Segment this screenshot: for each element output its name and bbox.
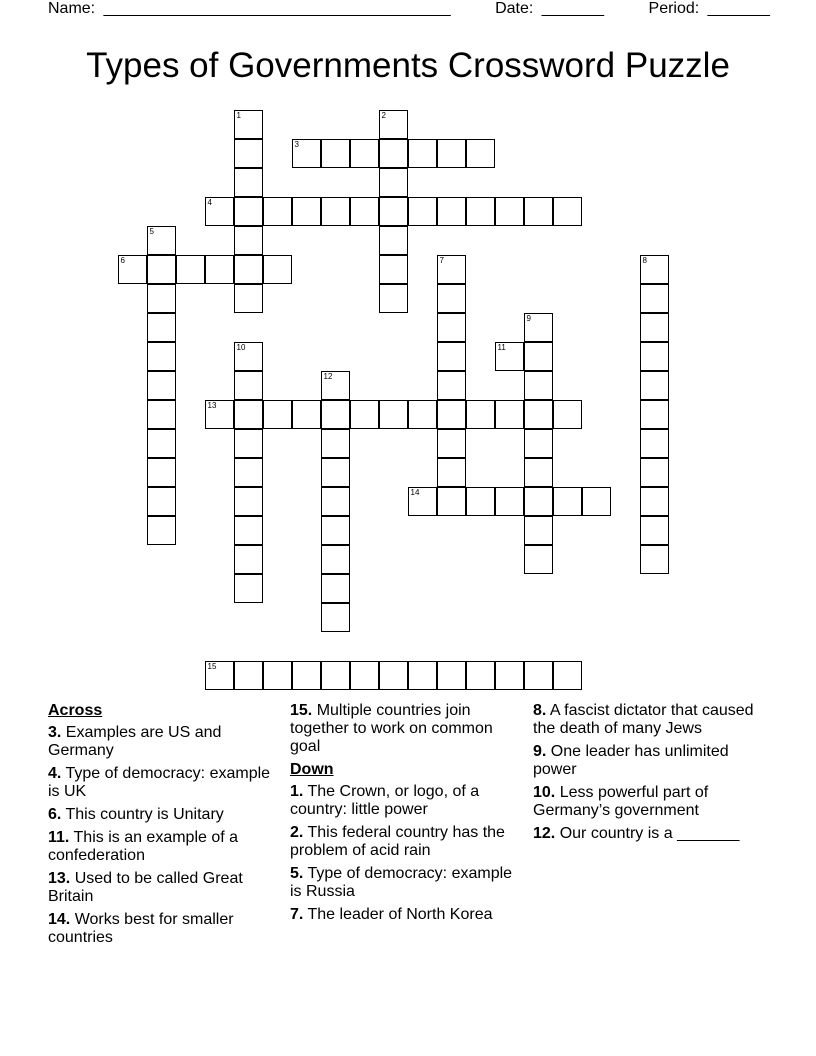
grid-cell[interactable] — [640, 516, 669, 545]
grid-cell[interactable] — [205, 255, 234, 284]
grid-cell[interactable] — [263, 400, 292, 429]
name-label: Name: — [48, 0, 100, 17]
grid-cell[interactable] — [234, 400, 263, 429]
grid-cell[interactable] — [553, 661, 582, 690]
clue-across-11: 11. This is an example of a confederation — [48, 829, 239, 864]
clue-down-9: 9. One leader has unlimited power — [533, 743, 729, 778]
grid-cell[interactable] — [408, 487, 437, 516]
grid-cell[interactable] — [292, 197, 321, 226]
grid-cell[interactable] — [292, 661, 321, 690]
grid-cell[interactable] — [408, 139, 437, 168]
clue-down-5: 5. Type of democracy: example is Russia — [290, 865, 513, 900]
clue-down-2: 2. This federal country has the problem of acid rain — [290, 824, 505, 859]
cell-number: 1 — [236, 111, 241, 120]
grid-cell[interactable] — [321, 371, 350, 400]
grid-cell[interactable] — [437, 197, 466, 226]
grid-cell[interactable] — [437, 139, 466, 168]
grid-cell[interactable] — [234, 139, 263, 168]
grid-cell[interactable] — [321, 429, 350, 458]
clue-across-3: 3. Examples are US and Germany — [48, 724, 222, 759]
grid-cell[interactable] — [321, 574, 350, 603]
clues-column-3 — [533, 702, 763, 848]
grid-cell[interactable] — [524, 313, 553, 342]
clues-column-2 — [290, 702, 526, 929]
grid-cell[interactable] — [466, 197, 495, 226]
grid-cell[interactable] — [437, 458, 466, 487]
grid-cell[interactable] — [234, 342, 263, 371]
grid-cell[interactable] — [379, 400, 408, 429]
grid-cell[interactable] — [205, 197, 234, 226]
grid-cell[interactable] — [524, 342, 553, 371]
grid-cell[interactable] — [640, 255, 669, 284]
grid-cell[interactable] — [495, 197, 524, 226]
clue-down-1: 1. The Crown, or logo, of a country: little power — [290, 783, 480, 818]
grid-cell[interactable] — [263, 661, 292, 690]
grid-cell[interactable] — [147, 226, 176, 255]
grid-cell[interactable] — [234, 284, 263, 313]
cell-number: 8 — [642, 256, 647, 265]
grid-cell[interactable] — [263, 197, 292, 226]
grid-cell[interactable] — [582, 487, 611, 516]
grid-cell[interactable] — [234, 661, 263, 690]
grid-cell[interactable] — [379, 168, 408, 197]
grid-cell[interactable] — [437, 487, 466, 516]
cell-number: 5 — [149, 227, 154, 236]
grid-cell[interactable] — [147, 371, 176, 400]
grid-cell[interactable] — [321, 139, 350, 168]
grid-cell[interactable] — [640, 458, 669, 487]
grid-cell[interactable] — [466, 400, 495, 429]
grid-cell[interactable] — [524, 400, 553, 429]
grid-cell[interactable] — [350, 139, 379, 168]
grid-cell[interactable] — [553, 400, 582, 429]
grid-cell[interactable] — [234, 574, 263, 603]
clue-down-10: 10. Less powerful part of Germany’s government — [533, 784, 709, 819]
grid-cell[interactable] — [524, 487, 553, 516]
grid-cell[interactable] — [379, 197, 408, 226]
cell-number: 13 — [207, 401, 217, 410]
grid-cell[interactable] — [466, 139, 495, 168]
grid-cell[interactable] — [437, 255, 466, 284]
grid-cell[interactable] — [495, 342, 524, 371]
grid-cell[interactable] — [147, 400, 176, 429]
clue-down-12: 12. Our country is a _______ — [533, 825, 740, 842]
grid-cell[interactable] — [379, 661, 408, 690]
grid-cell[interactable] — [437, 313, 466, 342]
grid-cell[interactable] — [263, 255, 292, 284]
grid-cell[interactable] — [437, 429, 466, 458]
grid-cell[interactable] — [553, 197, 582, 226]
cell-number: 10 — [236, 343, 246, 352]
cell-number: 4 — [207, 198, 212, 207]
grid-cell[interactable] — [408, 197, 437, 226]
period-label: Period: — [648, 0, 704, 17]
grid-cell[interactable] — [379, 110, 408, 139]
cell-number: 6 — [120, 256, 125, 265]
grid-cell[interactable] — [553, 487, 582, 516]
grid-cell[interactable] — [350, 197, 379, 226]
grid-cell[interactable] — [321, 487, 350, 516]
grid-cell[interactable] — [176, 255, 205, 284]
grid-cell[interactable] — [524, 458, 553, 487]
grid-cell[interactable] — [234, 226, 263, 255]
clue-across-13: 13. Used to be called Great Britain — [48, 870, 243, 905]
grid-cell[interactable] — [234, 516, 263, 545]
cell-number: 3 — [294, 140, 299, 149]
grid-cell[interactable] — [321, 197, 350, 226]
cell-number: 7 — [439, 256, 444, 265]
grid-cell[interactable] — [379, 284, 408, 313]
date-label: Date: — [495, 0, 538, 17]
grid-cell[interactable] — [495, 400, 524, 429]
clue-across-6: 6. This country is Unitary — [48, 806, 224, 823]
grid-cell[interactable] — [640, 545, 669, 574]
grid-cell[interactable] — [350, 400, 379, 429]
grid-cell[interactable] — [466, 487, 495, 516]
grid-cell[interactable] — [379, 139, 408, 168]
grid-cell[interactable] — [205, 400, 234, 429]
cell-number: 12 — [323, 372, 333, 381]
grid-cell[interactable] — [379, 226, 408, 255]
grid-cell[interactable] — [640, 429, 669, 458]
grid-cell[interactable] — [147, 516, 176, 545]
grid-cell[interactable] — [321, 400, 350, 429]
grid-cell[interactable] — [437, 284, 466, 313]
cell-number: 9 — [526, 314, 531, 323]
grid-cell[interactable] — [234, 255, 263, 284]
clue-across-15: 15. Multiple countries join together to work on common goal — [290, 702, 493, 755]
grid-cell[interactable] — [147, 429, 176, 458]
clue-across-4: 4. Type of democracy: example is UK — [48, 765, 271, 800]
grid-cell[interactable] — [234, 545, 263, 574]
across-heading: Across — [48, 702, 103, 719]
period-blank[interactable]: _______ — [707, 0, 770, 17]
grid-cell[interactable] — [640, 284, 669, 313]
grid-cell[interactable] — [147, 487, 176, 516]
grid-cell[interactable] — [524, 661, 553, 690]
grid-cell[interactable] — [321, 545, 350, 574]
name-blank[interactable]: _______________________________________ — [103, 0, 451, 17]
grid-cell[interactable] — [524, 197, 553, 226]
grid-cell[interactable] — [437, 342, 466, 371]
student-info-line — [48, 0, 788, 18]
grid-cell[interactable] — [495, 487, 524, 516]
grid-cell[interactable] — [205, 661, 234, 690]
grid-cell[interactable] — [234, 429, 263, 458]
grid-cell[interactable] — [147, 342, 176, 371]
cell-number: 2 — [381, 111, 386, 120]
clue-down-8: 8. A fascist dictator that caused the death of many Jews — [533, 702, 754, 737]
grid-cell[interactable] — [234, 371, 263, 400]
grid-cell[interactable] — [234, 458, 263, 487]
grid-cell[interactable] — [437, 661, 466, 690]
grid-cell[interactable] — [147, 284, 176, 313]
clue-down-7: 7. The leader of North Korea — [290, 906, 493, 923]
page-title: Types of Governments Crossword Puzzle — [86, 46, 730, 85]
cell-number: 14 — [410, 488, 420, 497]
down-heading: Down — [290, 761, 334, 778]
grid-cell[interactable] — [147, 458, 176, 487]
grid-cell[interactable] — [437, 400, 466, 429]
grid-cell[interactable] — [640, 371, 669, 400]
grid-cell[interactable] — [292, 400, 321, 429]
grid-cell[interactable] — [524, 516, 553, 545]
grid-cell[interactable] — [147, 255, 176, 284]
grid-cell[interactable] — [437, 371, 466, 400]
grid-cell[interactable] — [466, 661, 495, 690]
grid-cell[interactable] — [234, 197, 263, 226]
grid-cell[interactable] — [292, 139, 321, 168]
grid-cell[interactable] — [408, 661, 437, 690]
grid-cell[interactable] — [640, 342, 669, 371]
grid-cell[interactable] — [234, 168, 263, 197]
grid-cell[interactable] — [495, 661, 524, 690]
cell-number: 11 — [497, 343, 506, 352]
clue-across-14: 14. Works best for smaller countries — [48, 911, 234, 946]
grid-cell[interactable] — [234, 487, 263, 516]
grid-cell[interactable] — [379, 255, 408, 284]
grid-cell[interactable] — [640, 400, 669, 429]
grid-cell[interactable] — [321, 603, 350, 632]
grid-cell[interactable] — [408, 400, 437, 429]
grid-cell[interactable] — [118, 255, 147, 284]
cell-number: 15 — [207, 662, 217, 671]
grid-cell[interactable] — [147, 313, 176, 342]
grid-cell[interactable] — [640, 313, 669, 342]
clues-column-1 — [48, 702, 280, 952]
grid-cell[interactable] — [321, 661, 350, 690]
grid-cell[interactable] — [524, 371, 553, 400]
grid-cell[interactable] — [321, 458, 350, 487]
grid-cell[interactable] — [350, 661, 379, 690]
grid-cell[interactable] — [321, 516, 350, 545]
grid-cell[interactable] — [640, 487, 669, 516]
grid-cell[interactable] — [524, 429, 553, 458]
grid-cell[interactable] — [234, 110, 263, 139]
grid-cell[interactable] — [524, 545, 553, 574]
date-blank[interactable]: _______ — [541, 0, 605, 17]
